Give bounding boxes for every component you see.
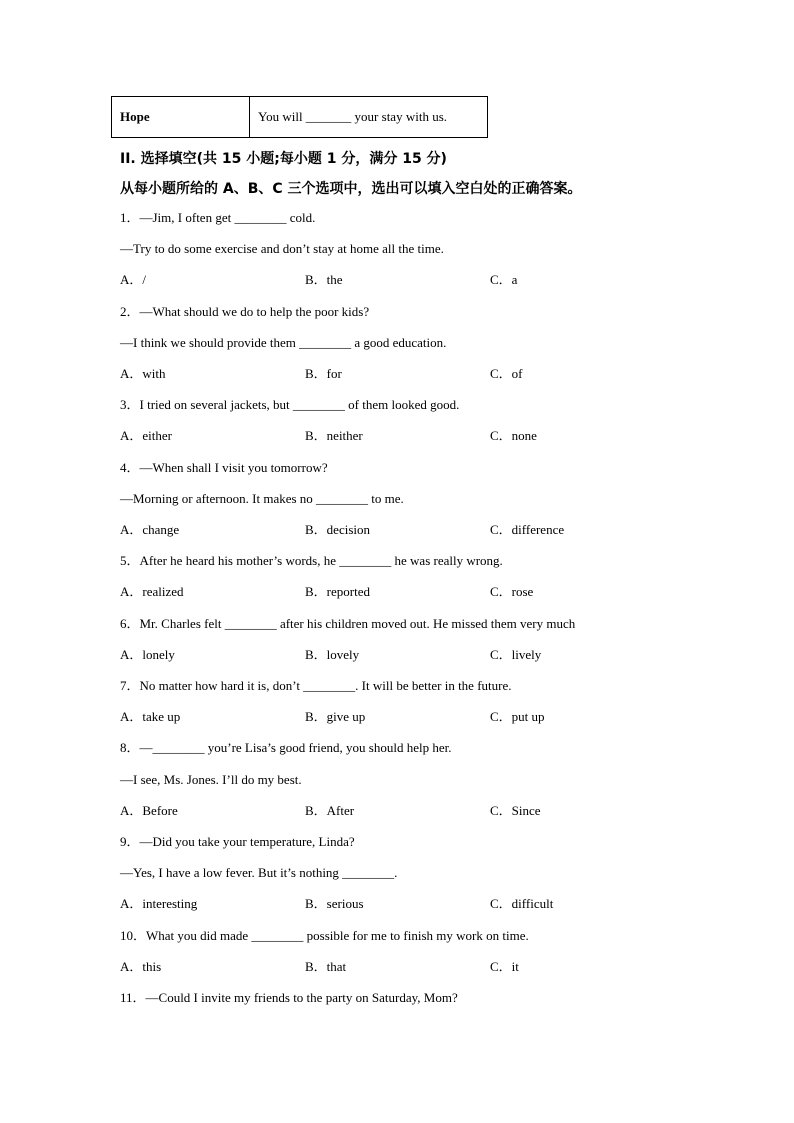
section-title: II. 选择填空(共 15 小题;每小题 1 分，满分 15 分) [120,151,447,167]
question-4-line-1: 4．—When shall I visit you tomorrow? [120,460,328,475]
question-7-option-a: A．take up [120,709,181,724]
question-3-line-1: 3．I tried on several jackets, but ________ of them looked good. [120,397,460,412]
question-4-line-2: —Morning or afternoon. It makes no ________ to me. [120,491,404,506]
question-3-option-b: B．neither [305,428,363,443]
question-2-option-b: B．for [305,366,342,381]
question-2-line-1: 2．—What should we do to help the poor kids? [120,304,370,319]
question-8-option-b: B．After [305,803,355,818]
question-6-option-c: C．lively [490,647,542,662]
question-10-option-c: C．it [490,959,519,974]
question-4-option-c: C．difference [490,522,565,537]
question-2-option-c: C．of [490,366,523,381]
question-2-line-2: —I think we should provide them ________ a good education. [120,335,447,350]
question-3-option-c: C．none [490,428,537,443]
question-4-option-b: B．decision [305,522,370,537]
question-8-option-c: C．Since [490,803,541,818]
question-6-option-a: A．lonely [120,647,175,662]
question-9-line-2: —Yes, I have a low fever. But it’s nothing ________. [120,865,398,880]
question-7-option-b: B．give up [305,709,366,724]
question-8-line-1: 8．—________ you’re Lisa’s good friend, you should help her. [120,740,452,755]
table-cell-word: Hope [112,97,250,137]
question-8-line-2: —I see, Ms. Jones. I’ll do my best. [120,772,302,787]
question-6-line-1: 6．Mr. Charles felt ________ after his children moved out. He missed them very much [120,616,576,631]
question-9-option-c: C．difficult [490,896,554,911]
section-instruction: 从每小题所给的 A、B、C 三个选项中，选出可以填入空白处的正确答案。 [120,181,582,197]
question-5-option-a: A．realized [120,584,184,599]
question-1-option-a: A．/ [120,272,147,287]
question-5-option-b: B．reported [305,584,370,599]
question-10-line-1: 10．What you did made ________ possible for me to finish my work on time. [120,928,529,943]
question-5-option-c: C．rose [490,584,534,599]
question-10-option-a: A．this [120,959,162,974]
vocab-table-row [111,96,488,138]
question-1-option-c: C．a [490,272,518,287]
question-7-line-1: 7．No matter how hard it is, don’t ________. It will be better in the future. [120,678,512,693]
question-1-line-2: —Try to do some exercise and don’t stay at home all the time. [120,241,444,256]
question-5-line-1: 5．After he heard his mother’s words, he ________ he was really wrong. [120,553,503,568]
question-3-option-a: A．either [120,428,172,443]
question-2-option-a: A．with [120,366,166,381]
question-8-option-a: A．Before [120,803,178,818]
question-1-option-b: B．the [305,272,343,287]
question-9-option-a: A．interesting [120,896,198,911]
question-4-option-a: A．change [120,522,180,537]
question-6-option-b: B．lovely [305,647,360,662]
question-11-line-1: 11．—Could I invite my friends to the party on Saturday, Mom? [120,990,458,1005]
question-1-line-1: 1．—Jim, I often get ________ cold. [120,210,316,225]
question-10-option-b: B．that [305,959,347,974]
question-7-option-c: C．put up [490,709,545,724]
question-9-option-b: B．serious [305,896,364,911]
question-9-line-1: 9．—Did you take your temperature, Linda? [120,834,355,849]
table-cell-sentence: You will _______ your stay with us. [258,109,448,124]
